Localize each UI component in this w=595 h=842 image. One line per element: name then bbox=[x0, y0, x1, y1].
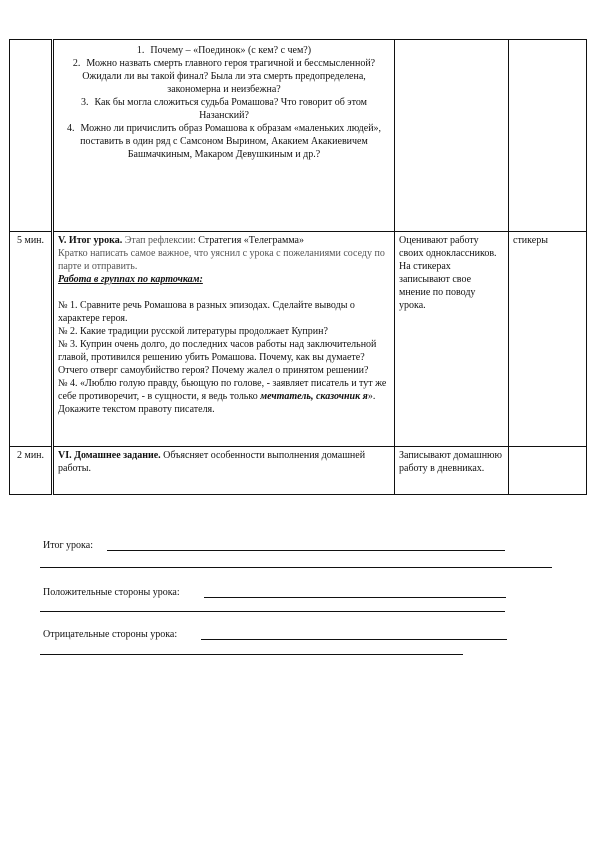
positive-label: Положительные стороны урока: bbox=[43, 587, 180, 598]
group-work-heading: Работа в группах по карточкам: bbox=[58, 274, 203, 285]
question-number: 3. bbox=[81, 97, 89, 108]
strategy-name: Стратегия «Телеграмма» bbox=[198, 235, 304, 246]
question-number: 1. bbox=[136, 45, 145, 56]
homework-cell bbox=[53, 447, 395, 495]
questions-cell bbox=[53, 40, 395, 232]
card-1: № 1. Сравните речь Ромашова в разных эпизодах. Сделайте выводы о характере героя. bbox=[58, 300, 355, 324]
resources-cell bbox=[509, 447, 587, 495]
card-4-start: № 4. «Люблю голую правду, бьющую по голове, - заявляет писатель и тут же себе противоречит, - в сущности, я ведь только bbox=[58, 378, 387, 402]
positive-line-2 bbox=[40, 611, 505, 612]
positive-line bbox=[204, 597, 506, 598]
stage-title: VI. Домашнее задание. bbox=[58, 450, 161, 461]
question-number: 2. bbox=[72, 58, 81, 69]
students-cell bbox=[395, 40, 509, 232]
stage-title: V. Итог урока. bbox=[58, 235, 123, 246]
table-row bbox=[10, 447, 587, 495]
question-number: 4. bbox=[66, 123, 75, 134]
students-cell: Оценивают работу своих одноклассников. На стикерах записывают свое мнение по поводу урока. bbox=[395, 232, 509, 447]
negative-label: Отрицательные стороны урока: bbox=[43, 629, 178, 640]
time-cell: 2 мин. bbox=[10, 447, 53, 495]
summary-cell bbox=[53, 232, 395, 447]
summary-line bbox=[107, 550, 505, 551]
table-row bbox=[10, 40, 587, 232]
card-4-quote: мечтатель, сказочник я bbox=[260, 391, 368, 402]
card-4-end: ». Докажите текстом правоту писателя. bbox=[58, 391, 376, 415]
stage-heading bbox=[58, 234, 390, 247]
card-4 bbox=[58, 377, 390, 416]
negative-line bbox=[201, 639, 507, 640]
question-text: Почему – «Поединок» (с кем? с чем?) bbox=[150, 45, 312, 56]
questions-list bbox=[58, 44, 390, 161]
stage-label: Этап рефлексии: bbox=[124, 235, 196, 246]
question-text: Как бы могла сложиться судьба Ромашова? Что говорит об этом Назанский? bbox=[94, 97, 367, 121]
negative-line-2 bbox=[40, 654, 463, 655]
card-2: № 2. Какие традиции русской литературы продолжает Куприн? bbox=[58, 326, 328, 337]
time-cell: 5 мин. bbox=[10, 232, 53, 447]
summary-label: Итог урока: bbox=[43, 540, 93, 551]
lesson-table bbox=[9, 39, 587, 495]
resources-cell: стикеры bbox=[509, 232, 587, 447]
homework-text: Объясняет особенности выполнения домашней работы. bbox=[58, 450, 366, 474]
list-item bbox=[58, 57, 390, 96]
card-3: № 3. Куприн очень долго, до последних часов работы над заключительной главой, противился решению убить Ромашова. Почему, как вы думаете? Отчего отверг самоубийство героя? Почему жалел о принятом решении? bbox=[58, 339, 377, 376]
instruction-text: Кратко написать самое важное, что уяснил с урока с пожеланиями соседу по парте и отправить. bbox=[58, 248, 385, 272]
question-text: Можно ли причислить образ Ромашова к образам «маленьких людей», поставить в один ряд с Самсоном Вырином, Акакием Акакиевичем Башмачкиным, Макаром Девушкиным и др.? bbox=[80, 123, 382, 160]
students-cell: Записывают домашнюю работу в дневниках. bbox=[395, 447, 509, 495]
list-item bbox=[58, 122, 390, 161]
table-row bbox=[10, 232, 587, 447]
time-cell bbox=[10, 40, 53, 232]
summary-line-2 bbox=[40, 567, 552, 568]
list-item bbox=[58, 44, 390, 57]
list-item bbox=[58, 96, 390, 122]
resources-cell bbox=[509, 40, 587, 232]
question-text: Можно назвать смерть главного героя трагичной и бессмысленной? Ожидали ли вы такой финал? Была ли эта смерть предопределена, закономерна и неизбежна? bbox=[82, 58, 376, 95]
